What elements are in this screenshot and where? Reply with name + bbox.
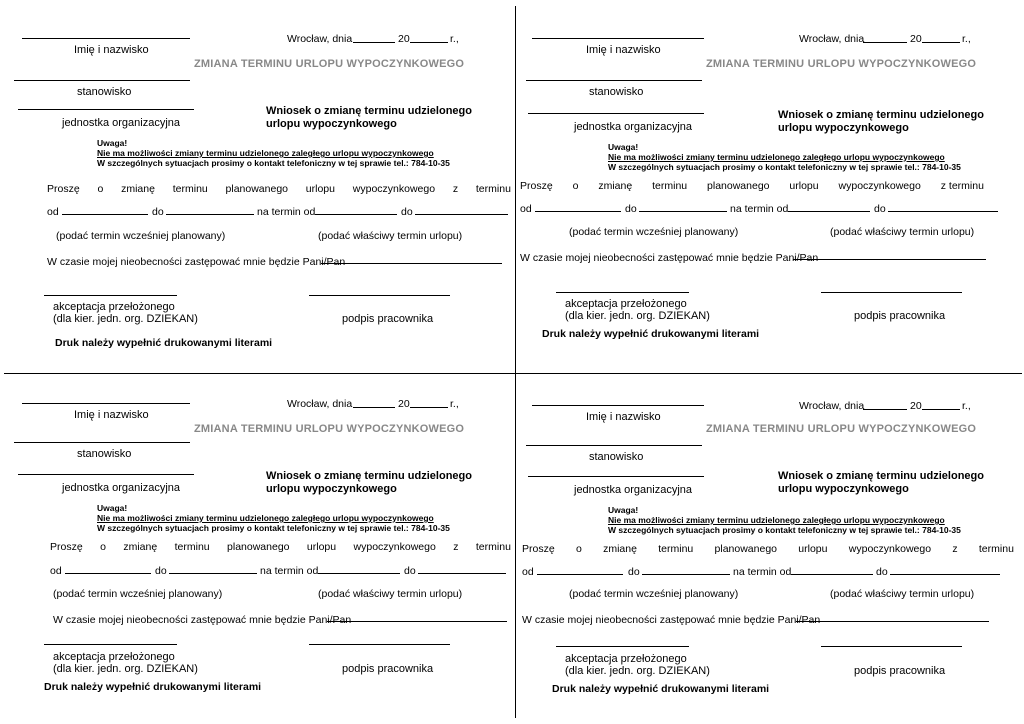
request-word: planowanego — [707, 180, 770, 192]
date-field[interactable] — [863, 409, 907, 410]
request-word: wypoczynkowego — [353, 541, 436, 553]
employee-sign-line[interactable] — [309, 644, 450, 645]
substitute-field[interactable] — [327, 621, 507, 622]
request-word: o — [97, 183, 104, 195]
position-line[interactable] — [14, 442, 190, 443]
request-word: zmianę — [598, 180, 633, 192]
position-label: stanowisko — [77, 448, 132, 460]
request-sentence — [522, 543, 1014, 555]
supervisor-sign-line[interactable] — [556, 646, 689, 647]
form-top-right — [520, 0, 1020, 355]
request-word: o — [575, 543, 582, 555]
substitute-label: W czasie mojej nieobecności zastępować mnie będzie Pani/Pan — [47, 256, 346, 268]
accept-label: akceptacja przełożonego — [565, 653, 687, 665]
name-signature-line — [22, 38, 190, 39]
position-label: stanowisko — [589, 451, 644, 463]
unit-line[interactable] — [18, 109, 194, 110]
year-suffix: r., — [450, 398, 459, 410]
do-field[interactable] — [166, 214, 254, 215]
new-od-field[interactable] — [315, 214, 397, 215]
employee-sign-line[interactable] — [821, 646, 962, 647]
new-term-label: na termin od — [733, 566, 792, 578]
substitute-field[interactable] — [796, 621, 989, 622]
substitute-field[interactable] — [321, 263, 502, 264]
note-block — [608, 142, 961, 172]
request-word: wypoczynkowego — [838, 180, 921, 192]
footer-note: Druk należy wypełnić drukowanymi literami — [55, 337, 273, 349]
hint-earlier: (podać termin wcześniej planowany) — [569, 226, 739, 238]
footer-note: Druk należy wypełnić drukowanymi literami — [44, 681, 262, 693]
request-sentence — [47, 183, 511, 195]
form-bottom-left — [10, 365, 510, 720]
note-block — [97, 503, 450, 533]
do-label: do — [628, 566, 640, 578]
date-field[interactable] — [353, 407, 395, 408]
request-word: planowanego — [227, 541, 290, 553]
employee-sig-label: podpis pracownika — [342, 663, 434, 675]
od-field[interactable] — [535, 211, 621, 212]
employee-sig-label: podpis pracownika — [854, 310, 946, 322]
do-label: do — [625, 203, 637, 215]
substitute-label: W czasie mojej nieobecności zastępować mnie będzie Pani/Pan — [520, 252, 819, 264]
request-word: terminu — [652, 180, 688, 192]
request-word: terminu — [174, 541, 210, 553]
note-line-1: Nie ma możliwości zmiany terminu udzielonego zaległego urlopu wypoczynkowego — [97, 513, 434, 523]
request-sentence — [50, 541, 511, 553]
request-title-line-2: urlopu wypoczynkowego — [266, 118, 397, 130]
request-title — [266, 105, 472, 131]
place-date-label: Wrocław, dnia — [799, 33, 865, 45]
request-word: wypoczynkowego — [352, 183, 436, 195]
new-do-field[interactable] — [888, 211, 998, 212]
form-title: ZMIANA TERMINU URLOPU WYPOCZYNKOWEGO — [194, 423, 465, 435]
request-word: Proszę — [50, 541, 83, 553]
year-field[interactable] — [922, 42, 960, 43]
request-word: terminu — [475, 183, 511, 195]
request-word: terminu — [172, 183, 208, 195]
new-od-field[interactable] — [791, 574, 873, 575]
hint-proper: (podać właściwy termin urlopu) — [830, 226, 975, 238]
name-signature-line — [22, 403, 190, 404]
request-title-line-1: Wniosek o zmianę terminu udzielonego — [778, 109, 984, 121]
position-line[interactable] — [526, 80, 702, 81]
employee-sig-label: podpis pracownika — [342, 313, 434, 325]
substitute-label: W czasie mojej nieobecności zastępować mnie będzie Pani/Pan — [53, 614, 352, 626]
new-do-field[interactable] — [890, 574, 1000, 575]
year-field[interactable] — [410, 407, 448, 408]
note-line-1: Nie ma możliwości zmiany terminu udzielonego zaległego urlopu wypoczynkowego — [97, 148, 434, 158]
accept-note: (dla kier. jedn. org. DZIEKAN) — [565, 310, 710, 322]
name-label: Imię i nazwisko — [74, 44, 149, 56]
new-od-field[interactable] — [788, 211, 870, 212]
form-title: ZMIANA TERMINU URLOPU WYPOCZYNKOWEGO — [706, 58, 977, 70]
footer-note: Druk należy wypełnić drukowanymi literami — [542, 328, 760, 340]
request-word: zmianę — [121, 183, 155, 195]
name-label: Imię i nazwisko — [74, 409, 149, 421]
note-line-2: W szczególnych sytuacjach prosimy o kontakt telefoniczny w tej sprawie tel.: 784-10-35 — [608, 162, 961, 172]
unit-line[interactable] — [18, 474, 194, 475]
request-title — [778, 109, 984, 135]
od-label: od — [50, 565, 62, 577]
hint-earlier: (podać termin wcześniej planowany) — [53, 588, 223, 600]
request-word: terminu — [978, 543, 1014, 555]
do2-label: do — [876, 566, 888, 578]
note-head: Uwaga! — [97, 138, 128, 148]
request-word: urlopu — [798, 543, 828, 555]
name-label: Imię i nazwisko — [586, 411, 661, 423]
year-prefix: 20 — [910, 400, 922, 412]
note-line-2: W szczególnych sytuacjach prosimy o kontakt telefoniczny w tej sprawie tel.: 784-10-35 — [97, 523, 450, 533]
do-field[interactable] — [642, 574, 730, 575]
place-date-label: Wrocław, dnia — [799, 400, 865, 412]
employee-sign-line[interactable] — [821, 292, 962, 293]
name-signature-line — [532, 405, 704, 406]
year-prefix: 20 — [910, 33, 922, 45]
employee-sign-line[interactable] — [309, 295, 450, 296]
do-label: do — [155, 565, 167, 577]
request-word: urlopu — [789, 180, 819, 192]
request-title-line-1: Wniosek o zmianę terminu udzielonego — [778, 470, 984, 482]
request-title-line-1: Wniosek o zmianę terminu udzielonego — [266, 105, 472, 117]
od-field[interactable] — [62, 214, 148, 215]
hint-proper: (podać właściwy termin urlopu) — [830, 588, 975, 600]
substitute-label: W czasie mojej nieobecności zastępować mnie będzie Pani/Pan — [522, 614, 821, 626]
unit-line[interactable] — [528, 476, 704, 477]
note-block — [97, 138, 450, 168]
date-field[interactable] — [353, 42, 395, 43]
hint-earlier: (podać termin wcześniej planowany) — [56, 230, 226, 242]
year-field[interactable] — [410, 42, 448, 43]
do-label: do — [152, 206, 164, 218]
new-term-label: na termin od — [730, 203, 789, 215]
name-signature-line — [532, 38, 704, 39]
position-line[interactable] — [526, 445, 702, 446]
form-title: ZMIANA TERMINU URLOPU WYPOCZYNKOWEGO — [194, 58, 465, 70]
supervisor-sign-line[interactable] — [44, 295, 177, 296]
form-top-left — [10, 0, 510, 355]
accept-note: (dla kier. jedn. org. DZIEKAN) — [53, 313, 198, 325]
place-date-label: Wrocław, dnia — [287, 398, 353, 410]
year-suffix: r., — [450, 33, 459, 45]
request-title-line-2: urlopu wypoczynkowego — [778, 483, 909, 495]
year-field[interactable] — [922, 409, 960, 410]
request-title-line-2: urlopu wypoczynkowego — [266, 483, 397, 495]
place-date-label: Wrocław, dnia — [287, 33, 353, 45]
note-head: Uwaga! — [97, 503, 128, 513]
do-field[interactable] — [169, 573, 257, 574]
form-bottom-right — [520, 365, 1020, 720]
accept-label: akceptacja przełożonego — [565, 298, 687, 310]
request-word: wypoczynkowego — [848, 543, 932, 555]
do2-label: do — [404, 565, 416, 577]
note-block — [608, 505, 961, 535]
request-word: planowanego — [714, 543, 778, 555]
new-od-field[interactable] — [318, 573, 400, 574]
unit-label: jednostka organizacyjna — [574, 484, 693, 496]
accept-label: akceptacja przełożonego — [53, 301, 175, 313]
request-word: terminu — [475, 541, 511, 553]
request-title-line-2: urlopu wypoczynkowego — [778, 122, 909, 134]
hint-proper: (podać właściwy termin urlopu) — [318, 230, 463, 242]
request-word: Proszę — [520, 180, 553, 192]
unit-line[interactable] — [528, 113, 704, 114]
request-word: terminu — [658, 543, 694, 555]
request-word: planowanego — [225, 183, 289, 195]
supervisor-sign-line[interactable] — [556, 292, 689, 293]
request-word: Proszę — [522, 543, 555, 555]
form-title: ZMIANA TERMINU URLOPU WYPOCZYNKOWEGO — [706, 423, 977, 435]
new-do-field[interactable] — [418, 573, 506, 574]
new-term-label: na termin od — [260, 565, 319, 577]
note-line-1: Nie ma możliwości zmiany terminu udzielonego zaległego urlopu wypoczynkowego — [608, 152, 945, 162]
year-suffix: r., — [962, 33, 971, 45]
vertical-cut-line — [515, 6, 516, 718]
accept-note: (dla kier. jedn. org. DZIEKAN) — [53, 663, 198, 675]
request-title — [266, 470, 472, 496]
position-line[interactable] — [14, 80, 190, 81]
od-field[interactable] — [65, 573, 151, 574]
request-word: zmianę — [603, 543, 637, 555]
year-prefix: 20 — [398, 33, 410, 45]
request-word: z — [452, 183, 459, 195]
od-field[interactable] — [537, 574, 623, 575]
od-label: od — [522, 566, 534, 578]
note-head: Uwaga! — [608, 142, 639, 152]
request-word: z — [453, 541, 459, 553]
year-prefix: 20 — [398, 398, 410, 410]
request-title — [778, 470, 984, 496]
od-label: od — [520, 203, 532, 215]
note-line-2: W szczególnych sytuacjach prosimy o kontakt telefoniczny w tej sprawie tel.: 784-10-35 — [97, 158, 450, 168]
request-word: o — [572, 180, 579, 192]
year-suffix: r., — [962, 400, 971, 412]
request-word: urlopu — [305, 183, 335, 195]
do2-label: do — [401, 206, 413, 218]
request-word: zmianę — [123, 541, 158, 553]
name-label: Imię i nazwisko — [586, 44, 661, 56]
date-field[interactable] — [863, 42, 907, 43]
note-line-2: W szczególnych sytuacjach prosimy o kontakt telefoniczny w tej sprawie tel.: 784-10-35 — [608, 525, 961, 535]
do2-label: do — [874, 203, 886, 215]
request-sentence — [520, 180, 984, 192]
position-label: stanowisko — [77, 86, 132, 98]
request-word: o — [100, 541, 106, 553]
footer-note: Druk należy wypełnić drukowanymi literami — [552, 683, 770, 695]
request-word: z terminu — [940, 180, 984, 192]
request-title-line-1: Wniosek o zmianę terminu udzielonego — [266, 470, 472, 482]
request-word: urlopu — [306, 541, 337, 553]
unit-label: jednostka organizacyjna — [62, 482, 181, 494]
new-do-field[interactable] — [415, 214, 508, 215]
do-field[interactable] — [639, 211, 727, 212]
unit-label: jednostka organizacyjna — [574, 121, 693, 133]
hint-earlier: (podać termin wcześniej planowany) — [569, 588, 739, 600]
position-label: stanowisko — [589, 86, 644, 98]
od-label: od — [47, 206, 59, 218]
request-word: Proszę — [47, 183, 80, 195]
accept-note: (dla kier. jedn. org. DZIEKAN) — [565, 665, 710, 677]
unit-label: jednostka organizacyjna — [62, 117, 181, 129]
note-line-1: Nie ma możliwości zmiany terminu udzielonego zaległego urlopu wypoczynkowego — [608, 515, 945, 525]
supervisor-sign-line[interactable] — [44, 644, 177, 645]
accept-label: akceptacja przełożonego — [53, 651, 175, 663]
employee-sig-label: podpis pracownika — [854, 665, 946, 677]
request-word: z — [952, 543, 958, 555]
hint-proper: (podać właściwy termin urlopu) — [318, 588, 463, 600]
substitute-field[interactable] — [793, 259, 986, 260]
note-head: Uwaga! — [608, 505, 639, 515]
new-term-label: na termin od — [257, 206, 316, 218]
